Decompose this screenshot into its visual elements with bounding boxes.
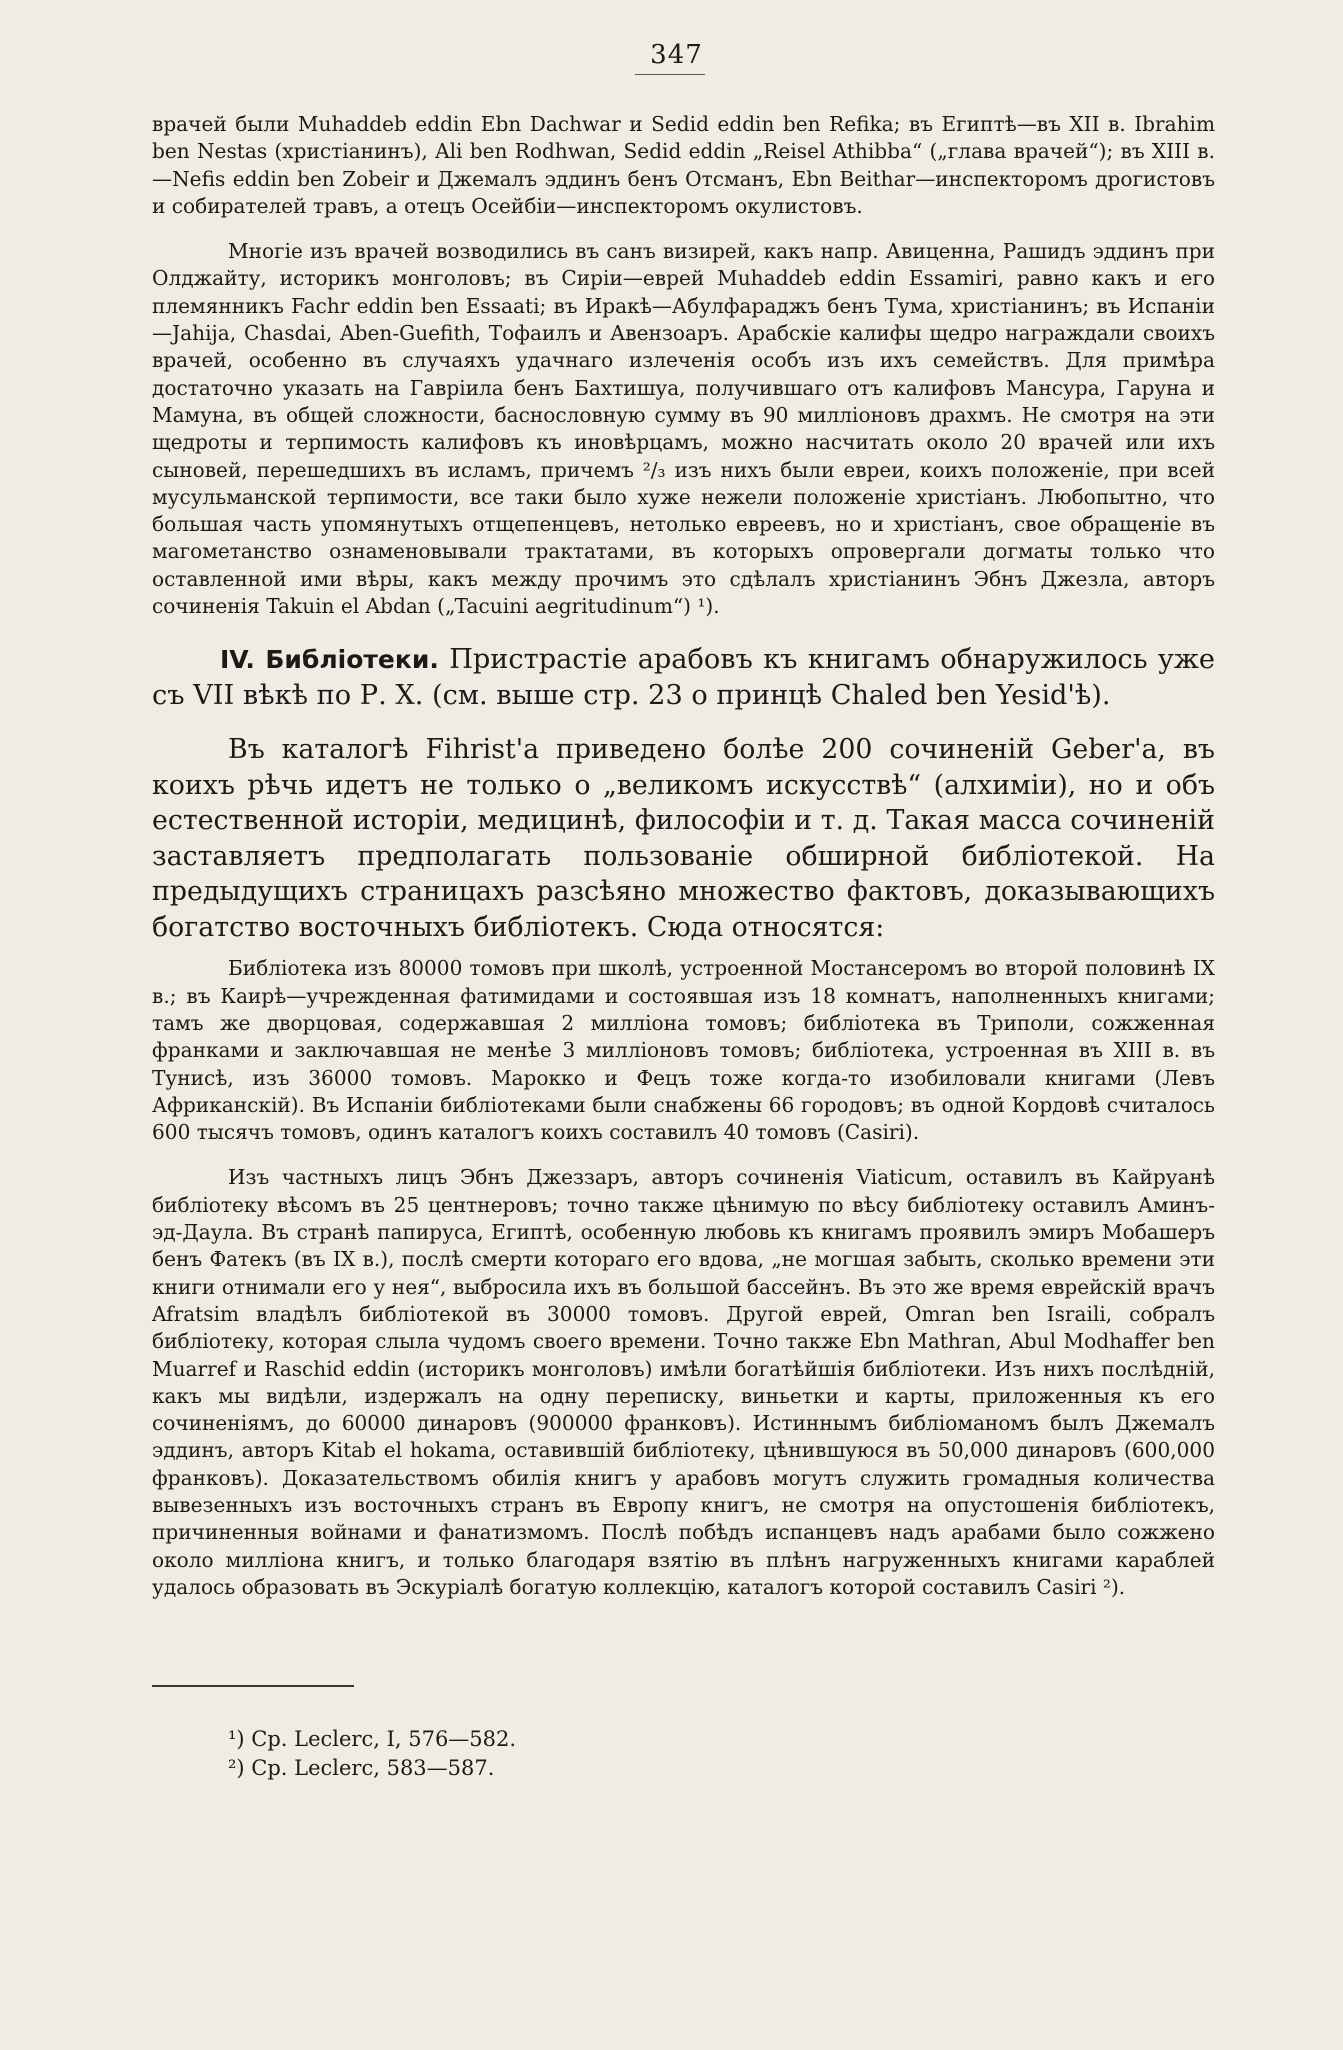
page-number-underline xyxy=(635,74,705,75)
section-heading-text: Пристрастіе арабовъ къ книгамъ обнаружилось уже съ VII вѣкѣ по Р. Х. (см. выше стр. 23 о принцѣ Chaled ben Yesid'ѣ). xyxy=(152,644,1215,712)
footnote-1: ¹) Cp. Leclerc, I, 576—582. xyxy=(228,1727,517,1752)
footnote-separator xyxy=(152,1685,354,1687)
paragraph-private-collections: Изъ частныхъ лицъ Эбнъ Джеззаръ, авторъ сочиненія Viaticum, оставилъ въ Кайруанѣ библіотеку вѣсомъ въ 25 центнеровъ; точно также цѣнимую по вѣсу библіотеку оставилъ Аминъ-эд-Даула. Въ странѣ папируса, Египтѣ, особенную любовь къ книгамъ проявилъ эмиръ Мобашеръ бенъ Фатекъ (въ IX в.), послѣ смерти котораго его вдова, „не могшая забыть, сколько времени эти книги отнимали его у нея“, выбросила ихъ въ большой бассейнъ. Въ это же время еврейскій врачъ Afratsim владѣлъ библіотекой въ 30000 томовъ. Другой еврей, Omran ben Israili, собралъ библіотеку, которая слыла чудомъ своего времени. Точно также Ebn Mathran, Abul Modhaffer ben Muarref и Raschid eddin (историкъ монголовъ) имѣли богатѣйшія библіотеки. Изъ нихъ послѣдній, какъ мы видѣли, издержалъ на одну переписку, виньетки и карты, приложенныя къ его сочиненіямъ, до 60000 динаровъ (900000 франковъ). Истиннымъ библіоманомъ былъ Джемалъ эддинъ, авторъ Kitab el hokama, оставившій библіотеку, цѣнившуюся въ 50,000 динаровъ (600,000 франковъ). Доказательствомъ обилія книгъ у арабовъ могутъ служить громадныя количества вывезенныхъ изъ восточныхъ странъ въ Европу книгъ, не смотря на опустошенія библіотекъ, причиненныя войнами и фанатизмомъ. Послѣ побѣдъ испанцевъ надъ арабами было сожжено около милліона книгъ, и только благодаря взятію въ плѣнъ нагруженныхъ книгами караблей удалось образовать въ Эскуріалѣ богатую коллекцію, каталогъ которой составилъ Casiri ²). xyxy=(152,1165,1215,1599)
footnotes xyxy=(152,1725,1215,1783)
paragraph-libraries: Библіотека изъ 80000 томовъ при школѣ, устроенной Мостансеромъ во второй половинѣ IX в.; въ Каирѣ—учрежденная фатимидами и состоявшая изъ 18 комнатъ, наполненныхъ книгами; тамъ же дворцовая, содержавшая 2 милліона томовъ; библіотека въ Триполи, сожженная франками и заключавшая не менѣе 3 милліоновъ томовъ; библіотека, устроенная въ XIII в. въ Тунисѣ, изъ 36000 томовъ. Марокко и Фецъ тоже когда-то изобиловали книгами (Левъ Африканскій). Въ Испаніи библіотеками были снабжены 66 городовъ; въ одной Кордовѣ считалось 600 тысячъ томовъ, одинъ каталогъ коихъ составилъ 40 томовъ (Casiri). xyxy=(152,956,1215,1145)
paragraph-fihrist: Въ каталогѣ Fihrist'а приведено болѣе 200 сочиненій Geber'а, въ коихъ рѣчь идетъ не только о „великомъ искусствѣ“ (алхиміи), но и объ естественной исторіи, медицинѣ, философіи и т. д. Такая масса сочиненій заставляетъ предполагать пользованіе обширной библіотекой. На предыдущихъ страницахъ разсѣяно множество фактовъ, доказывающихъ богатство восточныхъ библіотекъ. Сюда относятся: xyxy=(152,734,1215,943)
section-heading xyxy=(152,642,1215,714)
paragraph-physicians: врачей были Muhaddeb eddin Ebn Dachwar и Sedid eddin ben Refika; въ Египтѣ—въ XII в. Ibrahim ben Nestas (христіанинъ), Ali ben Rodhwan, Sedid eddin „Reisel Athibba“ („глава врачей“); въ XIII в.—Nefis eddin ben Zobeir и Джемалъ эддинъ бенъ Отсманъ, Ebn Beithar—инспекторомъ дрогистовъ и собирателей травъ, а отецъ Осейбіи—инспекторомъ окулистовъ. xyxy=(152,112,1215,218)
footnote-2: ²) Cp. Leclerc, 583—587. xyxy=(228,1756,495,1781)
paragraph-viziers: Многіе изъ врачей возводились въ санъ визирей, какъ напр. Авиценна, Рашидъ эддинъ при Олджайту, историкъ монголовъ; въ Сиріи—еврей Muhaddeb eddin Essamiri, равно какъ и его племянникъ Fachr eddin ben Essaati; въ Иракѣ—Абулфараджъ бенъ Тума, христіанинъ; въ Испаніи—Jahija, Chasdai, Aben-Guefith, Тофаилъ и Авензоаръ. Арабскіе калифы щедро награждали своихъ врачей, особенно въ случаяхъ удачнаго излеченія особъ изъ ихъ семействъ. Для примѣра достаточно указать на Гавріила бенъ Бахтишуа, получившаго отъ калифовъ Мансура, Гаруна и Мамуна, въ общей сложности, баснословную сумму въ 90 милліоновъ драхмъ. Не смотря на эти щедроты и терпимость калифовъ къ иновѣрцамъ, можно насчитать около 20 врачей или ихъ сыновей, перешедшихъ въ исламъ, причемъ ²/₃ изъ нихъ были евреи, коихъ положеніе, при всей мусульманской терпимости, все таки было хуже нежели положеніе христіанъ. Любопытно, что большая часть упомянутыхъ отщепенцевъ, нетолько евреевъ, но и христіанъ, свое обращеніе въ магометанство ознаменовывали трактатами, въ которыхъ опровергали догматы только что оставленной ими вѣры, какъ между прочимъ это сдѣлалъ христіанинъ Эбнъ Джезла, авторъ сочиненія Takuin el Abdan („Tacuini aegritudinum“) ¹). xyxy=(152,239,1215,619)
section-heading-label: IV. Библіотеки. xyxy=(220,645,439,675)
page-number: 347 xyxy=(650,40,703,70)
